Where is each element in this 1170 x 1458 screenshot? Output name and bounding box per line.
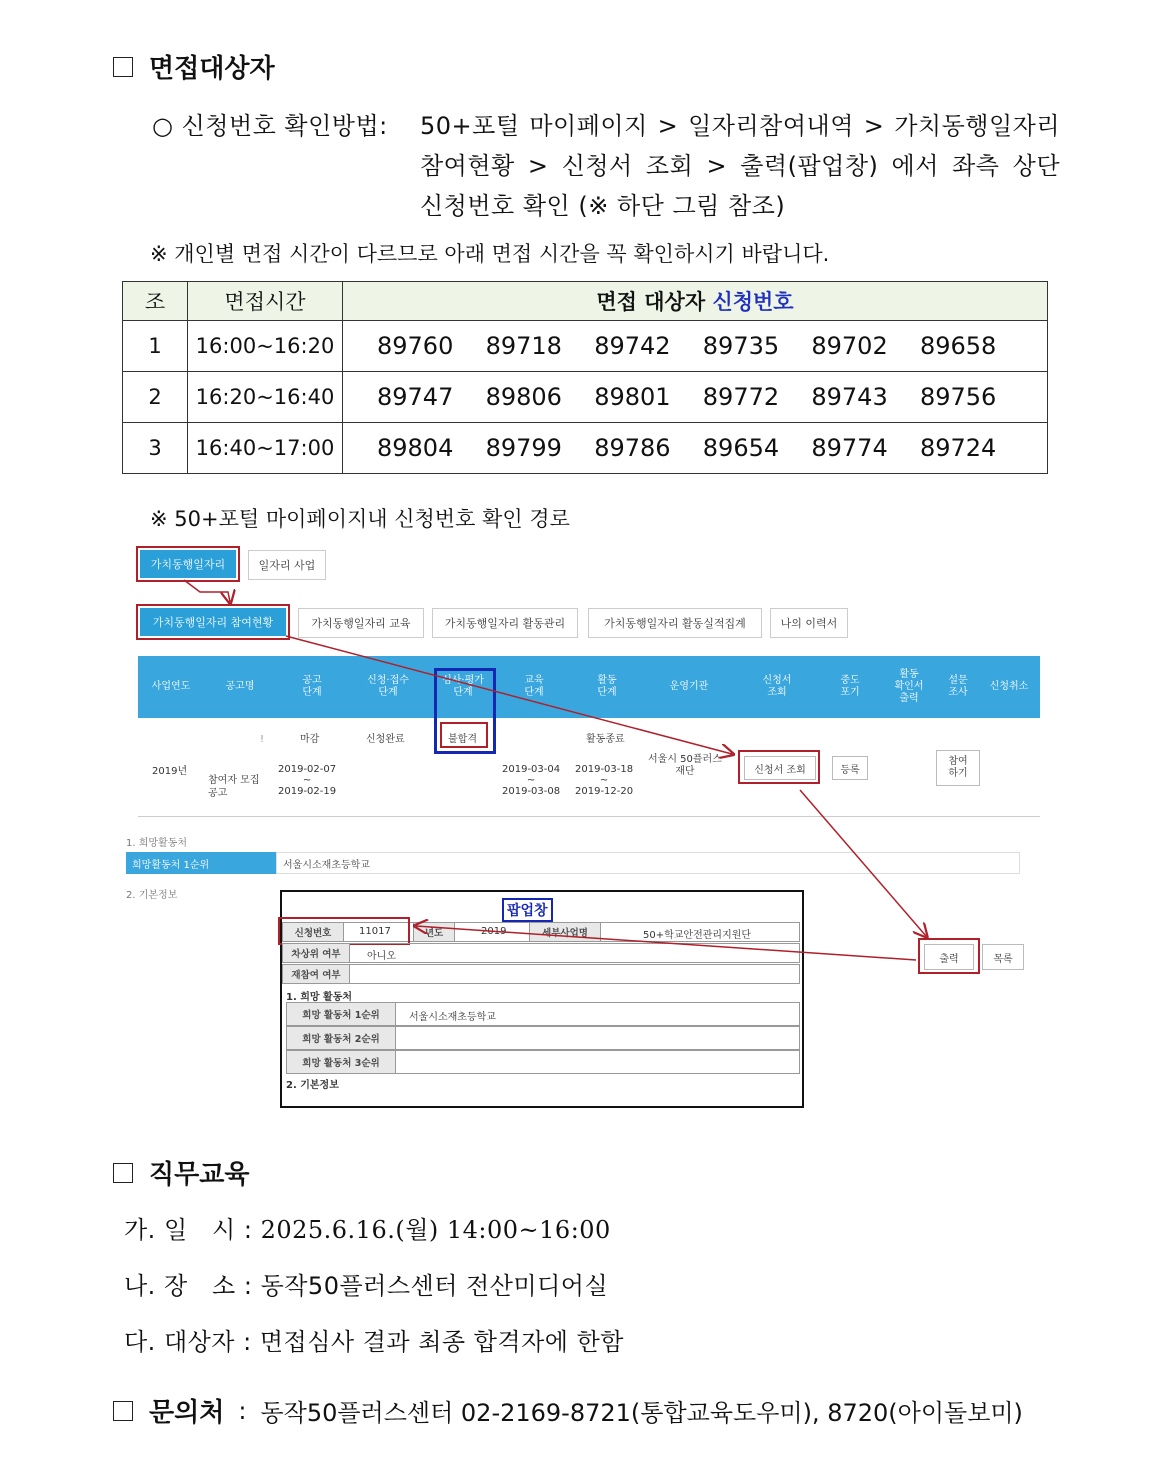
checkbox-square-icon [113,1163,133,1183]
app-number: 89724 [919,434,997,462]
biz-value: 50+학교안전관리지원단 [643,930,752,941]
line-label: 나. 장 소 : [124,1272,253,1300]
app-number: 89735 [702,332,780,360]
giveup-button[interactable]: 등록 [832,756,868,780]
tab-activity-stats[interactable]: 가치동행일자리 활동실적집계 [588,608,762,638]
header-target [343,282,1048,321]
th-survey: 설문 조사 [948,675,968,698]
line-value: 면접심사 결과 최종 합격자에 한함 [259,1328,624,1356]
th-activity: 활동 단계 [597,675,617,698]
sub-value: 아니오 [367,951,396,962]
header-target-prefix: 면접 대상자 [596,290,713,314]
app-number: 89654 [702,434,780,462]
arrow-icon [800,790,926,936]
app-number: 89743 [811,383,888,411]
tab-job-business[interactable]: 일자리 사업 [248,550,326,580]
cell-numbers [343,423,1048,474]
app-number: 89742 [594,332,671,360]
app-number: 89804 [377,434,454,462]
section-training-title [113,1154,249,1191]
th-cancel: 신청취소 [989,681,1029,692]
app-number: 89756 [919,383,997,411]
arrow-icon [416,926,916,960]
training-line-2 [124,1266,608,1301]
row-apply-status: 신청완료 [366,734,405,745]
interview-schedule-table [122,281,1048,474]
row-eval-status: 불합격 [448,734,477,745]
row-edu-period: 2019-03-04 ~ 2019-03-08 [502,764,561,797]
tab-education[interactable]: 가치동행일자리 교육 [298,608,424,638]
biz-label: 세부사업명 [529,923,601,941]
method-label: ○ 신청번호 확인방법: [152,112,388,140]
arrow-icon [286,636,732,754]
app-no-label: 신청번호 [283,923,344,941]
cell-numbers [343,372,1048,423]
contact-title: 문의처 [149,1398,225,1428]
arrow-icon [184,580,230,602]
app-number: 89801 [594,383,671,411]
cell-time: 16:00~16:20 [188,321,343,372]
method-line-3: 신청번호 확인 (※ 하단 그림 참조) [420,192,786,220]
app-number: 89774 [811,434,888,462]
app-no-value: 11017 [359,926,391,937]
method-line-2: 참여현황 > 신청서 조회 > 출력(팝업창) 에서 좌측 상단 [420,152,1060,180]
portal-screenshot [120,540,1050,1110]
header-time: 면접시간 [188,282,343,321]
th-eval: 심사·평가 단계 [442,675,484,698]
row-title[interactable]: 참여자 모집 공고 [208,775,260,799]
th-title: 공고명 [225,681,255,692]
th-edu: 교육 단계 [524,675,544,698]
line-value: 2025.6.16.(월) 14:00~16:00 [260,1216,611,1244]
notice-text: ※ 개인별 면접 시간이 다르므로 아래 면접 시간을 꼭 확인하시기 바랍니다. [150,242,830,266]
cell-numbers [343,321,1048,372]
app-number: 89718 [485,332,562,360]
th-cert: 활동 확인서 출력 [894,669,924,704]
section-title-text: 면접대상자 [149,54,275,84]
app-number: 89806 [485,383,562,411]
popup-title: 팝업창 [502,898,553,922]
line-label: 다. 대상자 : [124,1328,252,1356]
print-button[interactable]: 출력 [924,944,974,970]
row-activity-status: 활동종료 [586,734,625,745]
section-interview-title [113,48,275,85]
contact-separator: : [238,1396,247,1425]
th-apply: 신청·접수 단계 [367,675,409,698]
cell-time: 16:20~16:40 [188,372,343,423]
tab-resume[interactable]: 나의 이력서 [770,608,848,638]
pref1-value: 서울시소재초등학교 [409,1012,496,1023]
th-announce: 공고 단계 [302,675,322,698]
section-title-text: 직무교육 [149,1160,250,1190]
path-note: ※ 50+포털 마이페이지내 신청번호 확인 경로 [150,507,570,531]
row-activity-period: 2019-03-18 ~ 2019-12-20 [575,764,634,797]
app-number: 89786 [594,434,671,462]
checkbox-square-icon [113,57,133,77]
survey-button[interactable]: 참여 하기 [936,750,980,786]
header-target-highlight: 신청번호 [712,290,794,314]
form-section-1: 1. 희망활동처 [126,838,188,849]
section-contact [113,1392,1023,1429]
form-pref1-label: 희망활동처 1순위 [126,852,276,874]
app-number: 89702 [811,332,888,360]
app-number: 89760 [377,332,454,360]
row-org: 서울시 50플러스 재단 [648,754,722,777]
app-number: 89747 [377,383,454,411]
tab-participation-status[interactable]: 가치동행일자리 참여현황 [140,608,286,636]
row-announce-period: 2019-02-07 ~ 2019-02-19 [278,764,337,797]
app-number: 89772 [702,383,780,411]
pref2-label: 희망 활동처 2순위 [287,1027,396,1049]
pref3-label: 희망 활동처 3순위 [287,1051,396,1073]
tab-activity-management[interactable]: 가치동행일자리 활동관리 [432,608,578,638]
row-announce-status: 마감 [300,734,320,745]
th-year: 사업연도 [151,681,191,692]
list-button[interactable]: 목록 [982,944,1024,970]
year-label: 년도 [413,923,455,941]
cell-group: 3 [123,423,188,474]
popup-section-1: 1. 희망 활동처 [286,992,353,1003]
app-number: 89799 [485,434,562,462]
contact-value: 동작50플러스센터 02-2169-8721(통합교육도우미), 8720(아이돌보미) [260,1399,1023,1427]
pref1-label: 희망 활동처 1순위 [287,1003,396,1025]
tab-value-job[interactable]: 가치동행일자리 [140,550,236,578]
checkbox-square-icon [113,1401,133,1421]
row-year: 2019년 [152,766,188,777]
form-pref1-value: 서울시소재초등학교 [276,852,1020,874]
table-row [123,423,1048,474]
training-line-3 [124,1322,624,1357]
line-label: 가. 일 시 : [124,1216,253,1244]
th-org: 운영기관 [669,681,709,692]
form-section-2: 2. 기본정보 [126,890,178,901]
arrow-overlay [120,540,1050,1110]
cell-time: 16:40~17:00 [188,423,343,474]
popup-section-2: 2. 기본정보 [286,1080,339,1091]
view-application-button[interactable]: 신청서 조회 [744,756,816,780]
table-row [123,321,1048,372]
th-giveup: 중도 포기 [840,675,860,698]
training-line-1 [124,1210,611,1245]
cell-group: 2 [123,372,188,423]
app-number: 89658 [919,332,997,360]
line-value: 동작50플러스센터 전산미디어실 [260,1272,609,1300]
table-header-row [123,282,1048,321]
sub-label: 차상위 여부 [283,944,350,962]
table-row [123,372,1048,423]
row-title-mark: ! [260,734,265,745]
th-view: 신청서 조회 [762,675,792,698]
method-line-1: 50+포털 마이페이지 > 일자리참여내역 > 가치동행일자리 [420,112,1060,140]
header-group: 조 [123,282,188,321]
year-value: 2019 [481,926,507,937]
rejoin-label: 재참여 여부 [283,965,350,983]
cell-group: 1 [123,321,188,372]
